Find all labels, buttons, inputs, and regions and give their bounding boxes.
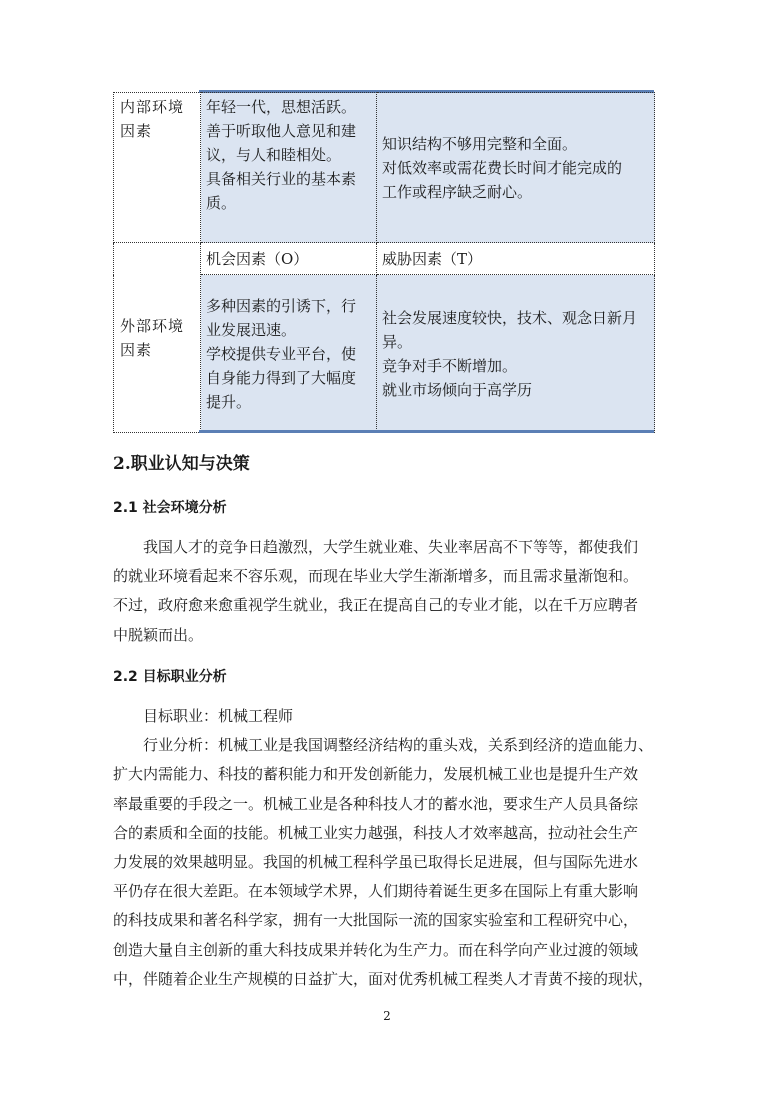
threat-line: 异。 <box>382 332 413 351</box>
table-bottom-rule <box>199 430 654 433</box>
paragraph-line: 率最重要的手段之一。机械工业是各种科技人才的蓄水池，要求生产人员具备综 <box>113 794 639 813</box>
paragraph-line: 中，伴随着企业生产规模的日益扩大，面对优秀机械工程类人才青黄不接的现状， <box>113 969 654 988</box>
paragraph-line: 平仍存在很大差距。在本领域学术界，人们期待着诞生更多在国际上有重大影响 <box>113 882 639 901</box>
strength-line: 善于听取他人意见和建 <box>206 122 357 140</box>
swot-table <box>113 92 655 433</box>
subsection-heading: 2.1 社会环境分析 <box>113 500 227 516</box>
strength-line: 具备相关行业的基本素 <box>206 170 357 188</box>
internal-factors-label <box>114 93 201 243</box>
paragraph-line: 的就业环境看起来不容乐观，而现在毕业大学生渐渐增多，而且需求量渐饱和。 <box>113 567 639 586</box>
external-factors-label <box>114 243 201 433</box>
strength-line: 年轻一代，思想活跃。 <box>206 98 357 116</box>
paragraph-line: 不过，政府愈来愈重视学生就业，我正在提高自己的专业才能，以在千万应聘者 <box>113 596 639 615</box>
paragraph-line: 中脱颖而出。 <box>113 625 204 644</box>
social-environment-paragraph <box>113 533 673 650</box>
threat-line: 竞争对手不断增加。 <box>382 356 518 375</box>
opportunity-line: 业发展迅速。 <box>206 320 297 339</box>
threats-cell <box>377 275 655 433</box>
weaknesses-cell <box>377 93 655 243</box>
threats-header: 威胁因素（T） <box>377 243 655 275</box>
paragraph-line: 的科技成果和著名科学家，拥有一大批国际一流的国家实验室和工程研究中心， <box>113 911 639 930</box>
strength-line: 质。 <box>206 194 237 212</box>
opportunities-header: 机会因素（O） <box>201 243 377 275</box>
weakness-line: 知识结构不够用完整和全面。 <box>382 134 578 153</box>
paragraph-line: 合的素质和全面的技能。机械工业实力越强，科技人才效率越高，拉动社会生产 <box>113 823 639 842</box>
weakness-line: 对低效率或需花费长时间才能完成的 <box>382 158 623 177</box>
label-line: 因素 <box>120 122 153 140</box>
paragraph-line: 我国人才的竞争日趋激烈，大学生就业难、失业率居高不下等等，都使我们 <box>113 538 639 556</box>
paragraph-line: 行业分析：机械工业是我国调整经济结构的重头戏，关系到经济的造血能力、 <box>113 736 654 755</box>
threat-line: 社会发展速度较快，技术、观念日新月 <box>382 308 638 327</box>
opportunity-line: 学校提供专业平台，使 <box>206 344 357 363</box>
strength-line: 议，与人和睦相处。 <box>206 146 342 164</box>
opportunity-line: 提升。 <box>206 392 252 411</box>
opportunities-cell <box>201 275 377 433</box>
label-line: 因素 <box>120 340 153 359</box>
subsection-heading: 2.2 目标职业分析 <box>113 669 227 685</box>
opportunity-line: 多种因素的引诱下，行 <box>206 296 357 315</box>
strengths-cell <box>201 93 377 243</box>
paragraph-line: 创造大量自主创新的重大科技成果并转化为生产力。而在科学向产业过渡的领域 <box>113 940 639 959</box>
opportunity-line: 自身能力得到了大幅度 <box>206 368 357 387</box>
paragraph-line: 力发展的效果越明显。我国的机械工程科学虽已取得长足进展，但与国际先进水 <box>113 853 639 872</box>
paragraph-line: 目标职业：机械工程师 <box>113 707 294 725</box>
page-number: 2 <box>383 1009 391 1023</box>
paragraph-line: 扩大内需能力、科技的蓄积能力和开发创新能力，发展机械工业也是提升生产效 <box>113 765 639 784</box>
weakness-line: 工作或程序缺乏耐心。 <box>382 182 533 201</box>
label-line: 外部环境 <box>120 316 185 335</box>
label-line: 内部环境 <box>120 98 185 116</box>
threat-line: 就业市场倾向于高学历 <box>382 380 533 399</box>
target-career-paragraph <box>113 702 673 994</box>
section-heading: 2.职业认知与决策 <box>113 454 250 474</box>
